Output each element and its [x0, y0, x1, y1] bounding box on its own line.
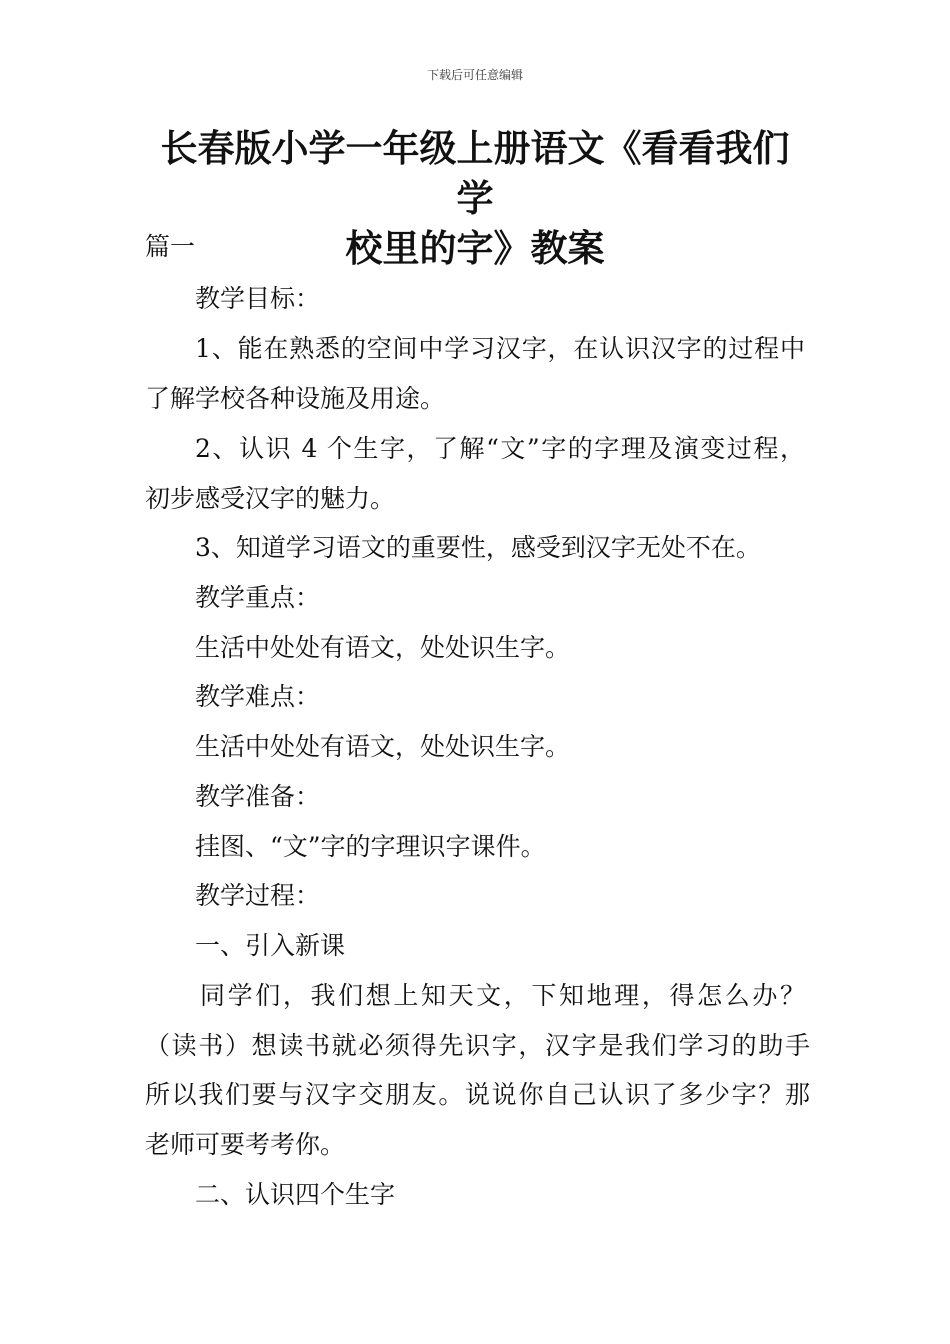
paragraph-line-1: 同学们，我们想上知天文，下知地理，得怎么办？ — [200, 981, 805, 1010]
step-1-heading: 一、引入新课 — [195, 931, 346, 960]
goal-1-line-2: 了解学校各种设施及用途。 — [145, 384, 446, 413]
preparation-heading: 教学准备： — [195, 782, 321, 811]
section-label: 篇一 — [145, 232, 196, 261]
difficulty-heading: 教学难点： — [195, 682, 321, 711]
paragraph-line-3: 所以我们要与汉字交朋友。说说你自己认识了多少字？那 — [145, 1080, 810, 1109]
paragraph-line-2: （读书）想读书就必须得先识字，汉字是我们学习的助手 — [145, 1031, 810, 1060]
title-line-1: 长春版小学一年级上册语文《看看我们学 — [160, 127, 790, 220]
difficulty-text: 生活中处处有语文，处处识生字。 — [195, 732, 571, 761]
key-points-text: 生活中处处有语文，处处识生字。 — [195, 633, 571, 662]
header-note: 下载后可任意编辑 — [426, 68, 523, 82]
goal-1-line-1: 1、能在熟悉的空间中学习汉字，在认识汉字的过程中 — [195, 334, 805, 363]
process-heading: 教学过程： — [195, 881, 321, 910]
paragraph-line-4: 老师可要考考你。 — [145, 1130, 346, 1159]
goals-heading: 教学目标： — [195, 284, 321, 313]
goal-2-line-2: 初步感受汉字的魅力。 — [145, 484, 396, 513]
goal-3: 3、知道学习语文的重要性，感受到汉字无处不在。 — [195, 533, 761, 562]
goal-2-line-1: 2、认识 4 个生字，了解“文”字的字理及演变过程， — [195, 434, 805, 463]
key-points-heading: 教学重点： — [195, 583, 321, 612]
preparation-text: 挂图、“文”字的字理识字课件。 — [195, 832, 546, 861]
title-line-2: 校里的字》教案 — [345, 227, 605, 270]
step-2-heading: 二、认识四个生字 — [195, 1180, 396, 1209]
